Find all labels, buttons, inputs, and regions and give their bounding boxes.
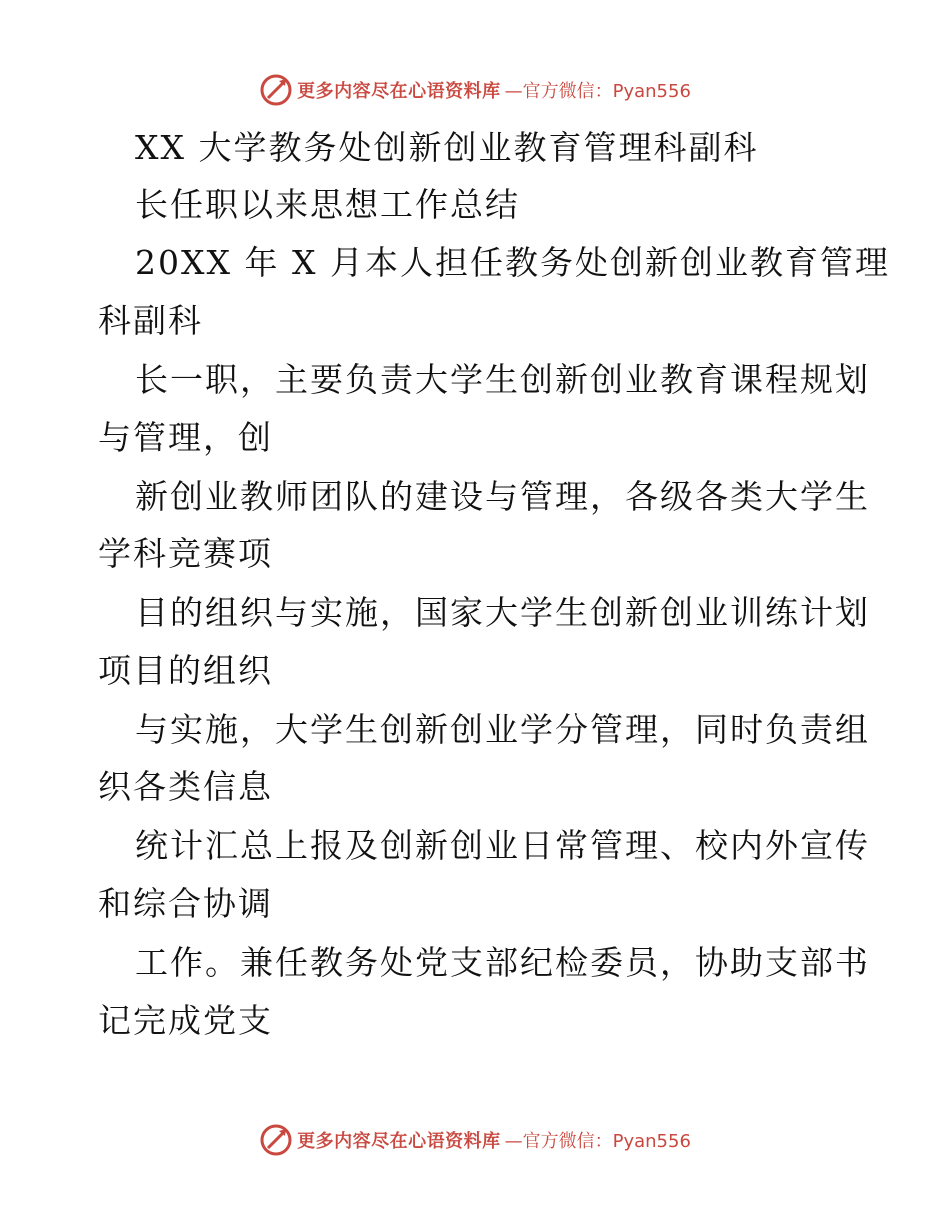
text-line: XX 大学教务处创新创业教育管理科副科 bbox=[135, 128, 759, 167]
footer-banner bbox=[0, 1120, 950, 1160]
text-line: 与管理，创 bbox=[98, 418, 273, 457]
text-line: 和综合协调 bbox=[98, 884, 273, 923]
text-line: 学科竞赛项 bbox=[98, 534, 273, 573]
text-line: 20XX 年 X 月本人担任教务处创新创业教育管理 bbox=[135, 243, 890, 282]
banner-sub-text: —官方微信：Pyan556 bbox=[504, 1131, 691, 1152]
text-line: 记完成党支 bbox=[98, 1001, 273, 1040]
brand-logo-icon bbox=[259, 73, 293, 107]
header-banner bbox=[0, 70, 950, 110]
text-line: 统计汇总上报及创新创业日常管理、校内外宣传 bbox=[135, 826, 870, 865]
banner-main-text: 更多内容尽在心语资料库 bbox=[297, 1131, 501, 1152]
banner-main-text: 更多内容尽在心语资料库 bbox=[297, 81, 501, 102]
text-line: 长一职，主要负责大学生创新创业教育课程规划 bbox=[135, 360, 870, 399]
banner-sub-text: —官方微信：Pyan556 bbox=[504, 81, 691, 102]
text-line: 目的组织与实施，国家大学生创新创业训练计划 bbox=[135, 593, 870, 632]
text-line: 工作。兼任教务处党支部纪检委员，协助支部书 bbox=[135, 943, 870, 982]
brand-logo-icon bbox=[259, 1123, 293, 1157]
text-line: 织各类信息 bbox=[98, 767, 273, 806]
text-line: 科副科 bbox=[98, 301, 203, 340]
text-line: 长任职以来思想工作总结 bbox=[135, 185, 520, 224]
text-line: 与实施，大学生创新创业学分管理，同时负责组 bbox=[135, 710, 870, 749]
text-line: 新创业教师团队的建设与管理，各级各类大学生 bbox=[135, 477, 870, 516]
text-line: 项目的组织 bbox=[98, 651, 273, 690]
